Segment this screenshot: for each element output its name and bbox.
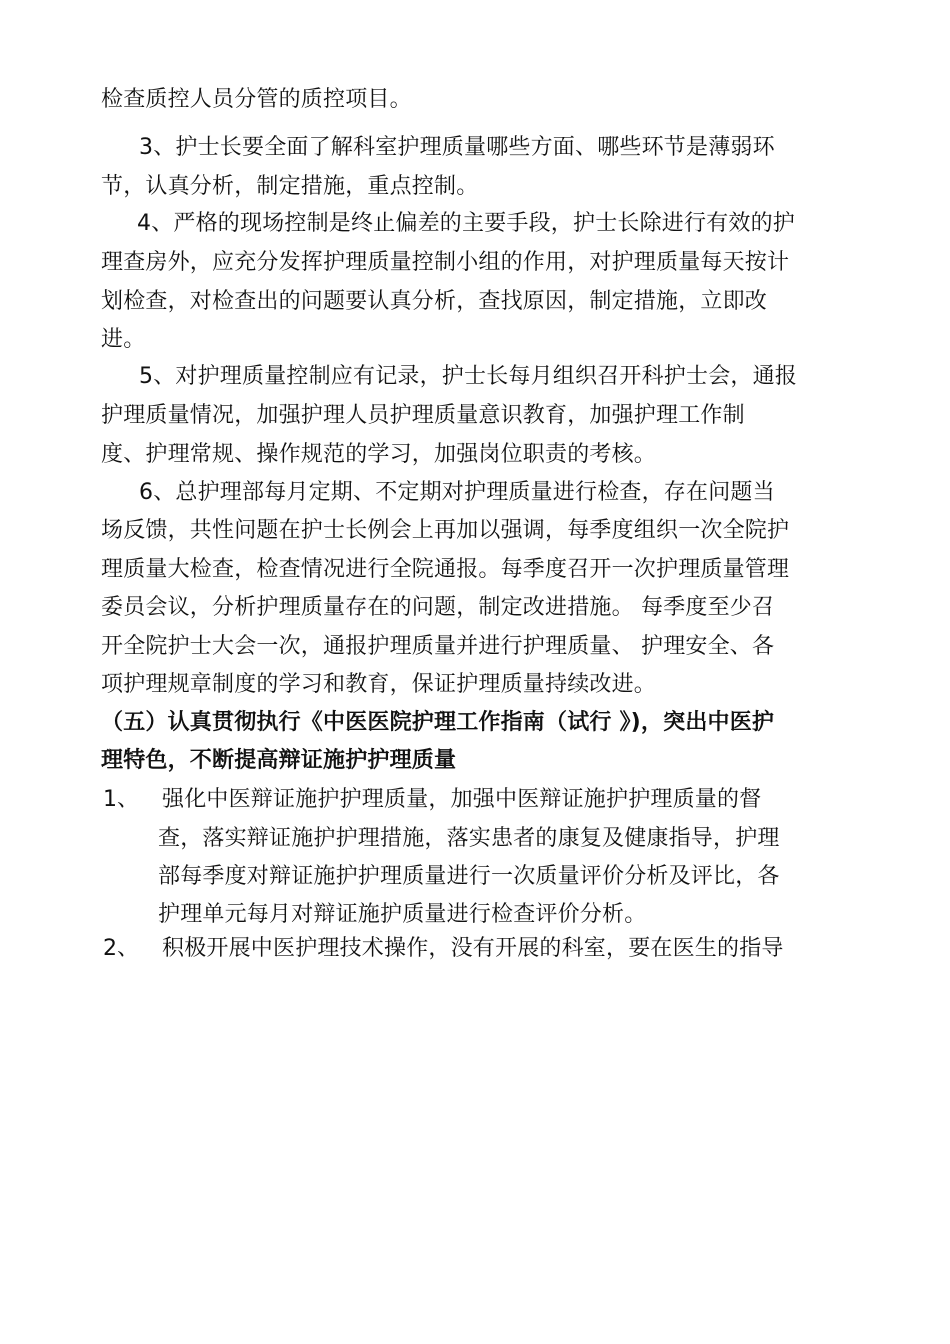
list-item-number: 2、	[103, 936, 139, 961]
paragraph-line: 理质量大检查，检查情况进行全院通报。每季度召开一次护理质量管理	[101, 557, 790, 582]
paragraph-line: 项护理规章制度的学习和教育，保证护理质量持续改进。	[101, 672, 657, 697]
list-item-line: 部每季度对辩证施护护理质量进行一次质量评价分析及评比，各	[158, 864, 780, 889]
paragraph-line: 度、护理常规、操作规范的学习，加强岗位职责的考核。	[101, 442, 657, 467]
list-item-line: 查，落实辩证施护护理措施，落实患者的康复及健康指导，护理	[158, 826, 780, 851]
paragraph-line: 划检查，对检查出的问题要认真分析，查找原因，制定措施，立即改	[101, 289, 768, 314]
paragraph-line: 5、对护理质量控制应有记录，护士长每月组织召开科护士会，通报	[139, 364, 797, 389]
section-heading: 理特色，不断提高辩证施护护理质量	[101, 748, 457, 773]
paragraph-line: 检查质控人员分管的质控项目。	[101, 87, 412, 112]
section-heading: （五）认真贯彻执行《中医医院护理工作指南（试行 》)，突出中医护	[101, 710, 775, 735]
list-item-line: 护理单元每月对辩证施护质量进行检查评价分析。	[158, 902, 647, 927]
list-item-number: 1、	[103, 787, 139, 812]
paragraph-line: 3、护士长要全面了解科室护理质量哪些方面、哪些环节是薄弱环	[139, 135, 775, 160]
list-item-line: 积极开展中医护理技术操作，没有开展的科室，要在医生的指导	[162, 936, 784, 961]
paragraph-line: 场反馈，共性问题在护士长例会上再加以强调，每季度组织一次全院护	[101, 518, 790, 543]
paragraph-line: 委员会议，分析护理质量存在的问题，制定改进措施。 每季度至少召	[101, 595, 775, 620]
paragraph-line: 节，认真分析，制定措施，重点控制。	[101, 174, 479, 199]
paragraph-line: 开全院护士大会一次，通报护理质量并进行护理质量、 护理安全、各	[101, 634, 775, 659]
paragraph-line: 4、严格的现场控制是终止偏差的主要手段，护士长除进行有效的护	[137, 211, 795, 236]
paragraph-line: 理查房外，应充分发挥护理质量控制小组的作用，对护理质量每天按计	[101, 250, 790, 275]
paragraph-line: 护理质量情况，加强护理人员护理质量意识教育，加强护理工作制	[101, 403, 745, 428]
paragraph-line: 6、总护理部每月定期、不定期对护理质量进行检查，存在问题当	[139, 480, 775, 505]
paragraph-line: 进。	[101, 327, 146, 352]
list-item-line: 强化中医辩证施护护理质量，加强中医辩证施护护理质量的督	[162, 787, 762, 812]
